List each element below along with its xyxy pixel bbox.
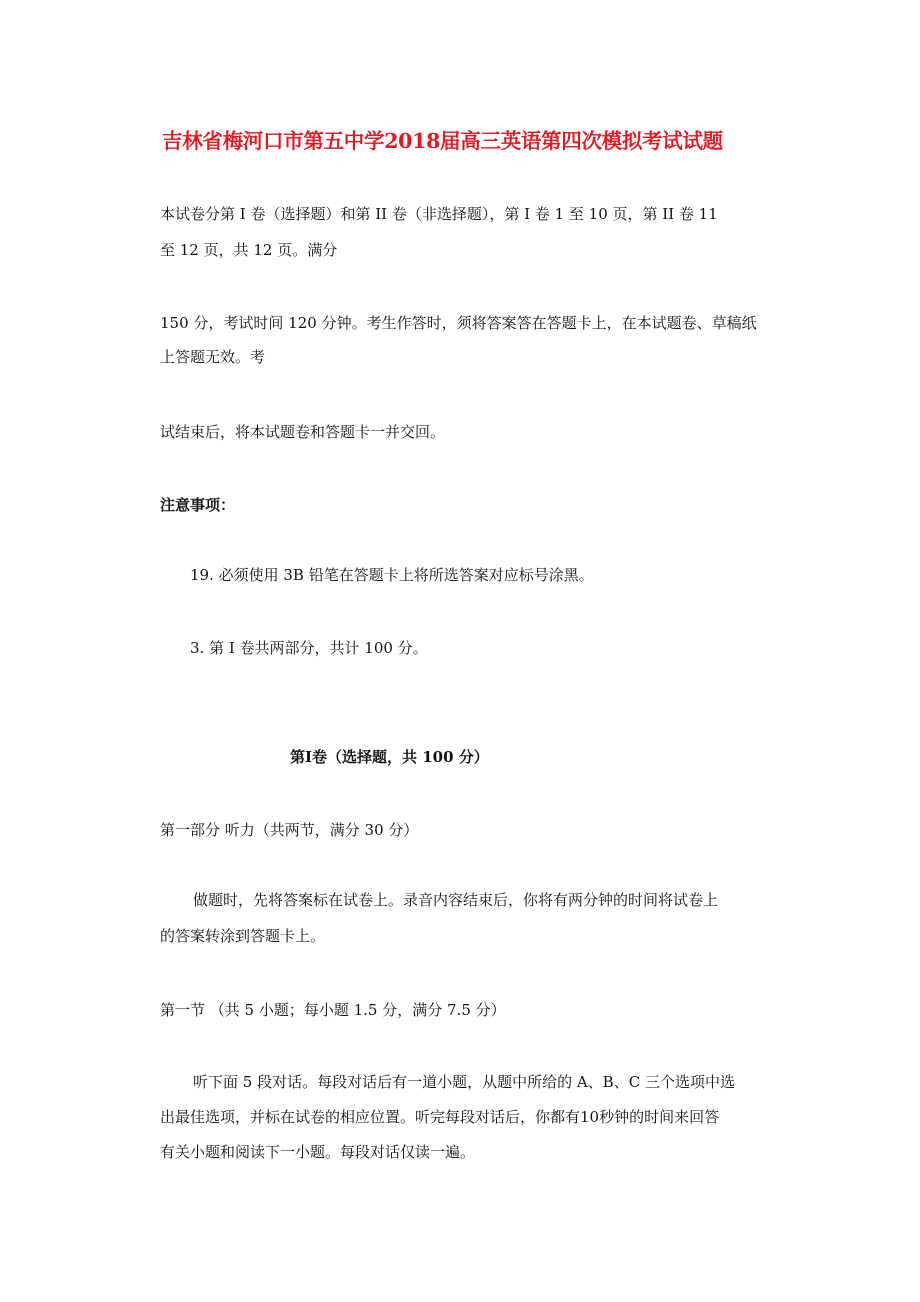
notes-heading: 注意事项： <box>160 496 236 514</box>
notes-item-1: 19. 必须使用 3B 铅笔在答题卡上将所选答案对应标号涂黑。 <box>190 566 594 584</box>
part-1-heading: 第一部分 听力（共两节，满分 30 分） <box>160 821 419 839</box>
document-title: 吉林省梅河口市第五中学2018届高三英语第四次模拟考试试题 <box>162 129 723 153</box>
subsection-1-heading: 第一节 （共 5 小题；每小题 1.5 分，满分 7.5 分） <box>160 1001 506 1019</box>
subsection-1-instructions-line-1: 听下面 5 段对话。每段对话后有一道小题，从题中所给的 A、B、C 三个选项中选 <box>193 1073 735 1091</box>
intro-paragraph-2-line-1: 150 分，考试时间 120 分钟。考生作答时，须将答案答在答题卡上，在本试题卷、草稿纸 <box>160 314 757 332</box>
subsection-1-instructions-line-2: 出最佳选项，并标在试卷的相应位置。听完每段对话后，你都有10秒钟的时间来回答 <box>160 1108 720 1126</box>
subsection-1-instructions-line-3: 有关小题和阅读下一小题。每段对话仅读一遍。 <box>160 1143 476 1161</box>
intro-paragraph-1-line-2: 至 12 页，共 12 页。满分 <box>160 241 338 259</box>
intro-paragraph-1-line-1: 本试卷分第 I 卷（选择题）和第 II 卷（非选择题），第 I 卷 1 至 10 页，第 II 卷 11 <box>160 205 718 223</box>
section-heading: 第I卷（选择题，共 100 分） <box>290 748 489 766</box>
intro-paragraph-3: 试结束后，将本试题卷和答题卡一并交回。 <box>160 423 446 441</box>
notes-item-2: 3. 第 I 卷共两部分，共计 100 分。 <box>190 639 428 657</box>
part-1-instructions-line-2: 的答案转涂到答题卡上。 <box>160 927 326 945</box>
part-1-instructions-line-1: 做题时，先将答案标在试卷上。录音内容结束后，你将有两分钟的时间将试卷上 <box>193 891 719 909</box>
intro-paragraph-2-line-2: 上答题无效。考 <box>160 348 266 366</box>
